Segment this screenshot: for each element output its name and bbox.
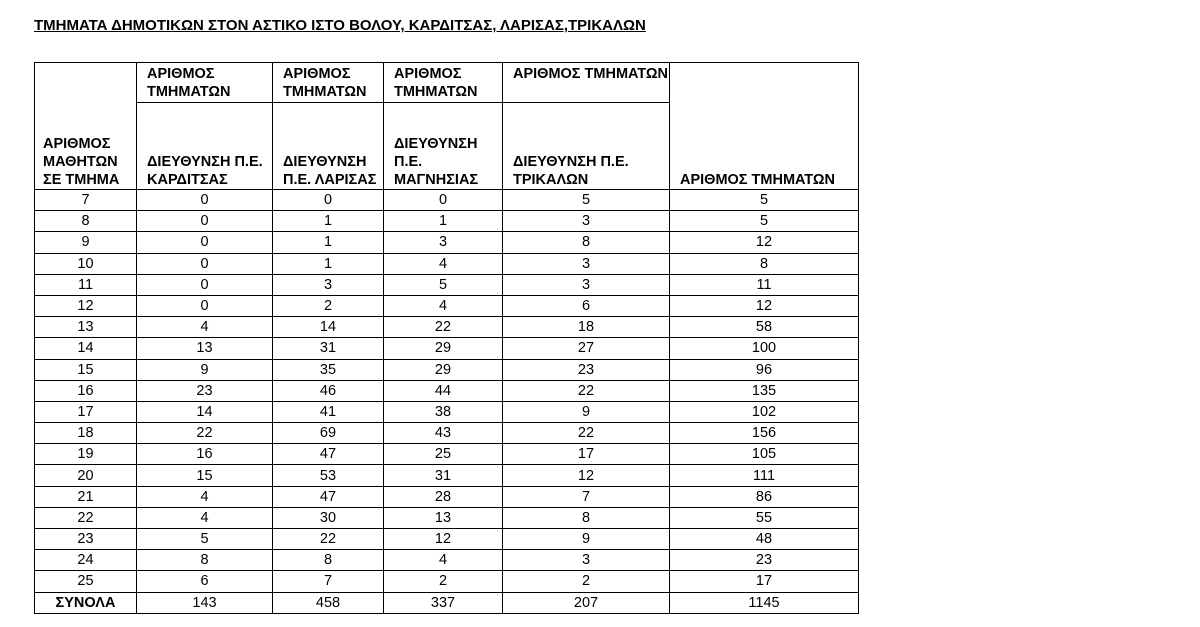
cell-magnisia: 1 [384,211,503,232]
cell-karditsa: 0 [137,295,273,316]
cell-total: 100 [670,338,859,359]
cell-trikala: 3 [503,211,670,232]
cell-total: 23 [670,550,859,571]
cell-karditsa: 9 [137,359,273,380]
cell-students: 22 [35,507,137,528]
cell-students: 17 [35,401,137,422]
cell-karditsa: 0 [137,232,273,253]
cell-students: 21 [35,486,137,507]
total-total: 1145 [670,592,859,613]
header-larisa: ΔΙΕΥΘΥΝΣΗ Π.Ε. ΛΑΡΙΣΑΣ [273,103,384,190]
cell-larisa: 53 [273,465,384,486]
cell-students: 15 [35,359,137,380]
cell-karditsa: 8 [137,550,273,571]
cell-karditsa: 0 [137,190,273,211]
table-row [35,317,859,338]
header-count-magnisia-top: ΑΡΙΘΜΟΣ ΤΜΗΜΑΤΩΝ [384,63,503,103]
cell-larisa: 3 [273,274,384,295]
cell-larisa: 0 [273,190,384,211]
totals-row [35,592,859,613]
cell-total: 102 [670,401,859,422]
cell-trikala: 18 [503,317,670,338]
cell-students: 18 [35,423,137,444]
header-count-trikala-top: ΑΡΙΘΜΟΣ ΤΜΗΜΑΤΩΝ [503,63,670,103]
cell-karditsa: 0 [137,274,273,295]
cell-total: 11 [670,274,859,295]
cell-trikala: 17 [503,444,670,465]
document-title: ΤΜΗΜΑΤΑ ΔΗΜΟΤΙΚΩΝ ΣΤΟΝ ΑΣΤΙΚΟ ΙΣΤΟ ΒΟΛΟΥ, ΚΑΡΔΙΤΣΑΣ, ΛΑΡΙΣΑΣ,ΤΡΙΚΑΛΩΝ [34,17,646,34]
cell-students: 7 [35,190,137,211]
cell-larisa: 1 [273,232,384,253]
cell-students: 19 [35,444,137,465]
cell-magnisia: 4 [384,295,503,316]
cell-total: 105 [670,444,859,465]
cell-magnisia: 38 [384,401,503,422]
table-row [35,380,859,401]
cell-students: 25 [35,571,137,592]
table-row [35,274,859,295]
cell-total: 135 [670,380,859,401]
cell-karditsa: 23 [137,380,273,401]
cell-karditsa: 22 [137,423,273,444]
cell-magnisia: 29 [384,338,503,359]
table-row [35,507,859,528]
cell-total: 111 [670,465,859,486]
cell-larisa: 2 [273,295,384,316]
cell-larisa: 1 [273,253,384,274]
cell-students: 24 [35,550,137,571]
total-magnisia: 337 [384,592,503,613]
cell-magnisia: 13 [384,507,503,528]
cell-students: 16 [35,380,137,401]
header-trikala: ΔΙΕΥΘΥΝΣΗ Π.Ε. ΤΡΙΚΑΛΩΝ [503,103,670,190]
cell-trikala: 9 [503,401,670,422]
cell-larisa: 14 [273,317,384,338]
cell-trikala: 3 [503,253,670,274]
cell-magnisia: 44 [384,380,503,401]
header-count-karditsa-top: ΑΡΙΘΜΟΣ ΤΜΗΜΑΤΩΝ [137,63,273,103]
cell-larisa: 69 [273,423,384,444]
cell-magnisia: 22 [384,317,503,338]
cell-trikala: 22 [503,423,670,444]
cell-total: 8 [670,253,859,274]
cell-magnisia: 2 [384,571,503,592]
cell-total: 86 [670,486,859,507]
table-row [35,571,859,592]
cell-total: 55 [670,507,859,528]
cell-students: 12 [35,295,137,316]
table-row [35,295,859,316]
cell-trikala: 22 [503,380,670,401]
table-row [35,190,859,211]
cell-trikala: 8 [503,507,670,528]
cell-students: 8 [35,211,137,232]
cell-magnisia: 29 [384,359,503,380]
cell-magnisia: 4 [384,253,503,274]
cell-trikala: 6 [503,295,670,316]
classes-table [34,62,859,614]
cell-magnisia: 5 [384,274,503,295]
cell-total: 5 [670,211,859,232]
cell-total: 17 [670,571,859,592]
cell-karditsa: 0 [137,253,273,274]
total-karditsa: 143 [137,592,273,613]
cell-karditsa: 5 [137,529,273,550]
table-row [35,465,859,486]
cell-trikala: 23 [503,359,670,380]
table-row [35,232,859,253]
cell-trikala: 5 [503,190,670,211]
cell-trikala: 7 [503,486,670,507]
total-trikala: 207 [503,592,670,613]
cell-karditsa: 0 [137,211,273,232]
cell-trikala: 8 [503,232,670,253]
cell-larisa: 46 [273,380,384,401]
cell-trikala: 27 [503,338,670,359]
cell-larisa: 35 [273,359,384,380]
cell-magnisia: 4 [384,550,503,571]
cell-larisa: 41 [273,401,384,422]
table-row [35,423,859,444]
cell-karditsa: 15 [137,465,273,486]
cell-total: 96 [670,359,859,380]
cell-magnisia: 0 [384,190,503,211]
cell-total: 12 [670,295,859,316]
cell-trikala: 9 [503,529,670,550]
cell-karditsa: 16 [137,444,273,465]
cell-magnisia: 31 [384,465,503,486]
cell-karditsa: 4 [137,317,273,338]
header-total-classes: ΑΡΙΘΜΟΣ ΤΜΗΜΑΤΩΝ [670,63,859,190]
cell-larisa: 22 [273,529,384,550]
cell-karditsa: 13 [137,338,273,359]
table-row [35,211,859,232]
header-count-larisa-top: ΑΡΙΘΜΟΣ ΤΜΗΜΑΤΩΝ [273,63,384,103]
table-row [35,444,859,465]
cell-larisa: 31 [273,338,384,359]
table-body [35,190,859,614]
cell-larisa: 47 [273,486,384,507]
cell-students: 10 [35,253,137,274]
cell-magnisia: 3 [384,232,503,253]
table-row [35,359,859,380]
cell-magnisia: 43 [384,423,503,444]
cell-magnisia: 28 [384,486,503,507]
cell-trikala: 2 [503,571,670,592]
header-karditsa: ΔΙΕΥΘΥΝΣΗ Π.Ε. ΚΑΡΔΙΤΣΑΣ [137,103,273,190]
cell-larisa: 8 [273,550,384,571]
cell-magnisia: 25 [384,444,503,465]
cell-total: 58 [670,317,859,338]
cell-students: 23 [35,529,137,550]
totals-label: ΣΥΝΟΛΑ [35,592,137,613]
table-row [35,486,859,507]
cell-students: 20 [35,465,137,486]
cell-trikala: 12 [503,465,670,486]
header-magnisia: ΔΙΕΥΘΥΝΣΗ Π.Ε. ΜΑΓΝΗΣΙΑΣ [384,103,503,190]
cell-students: 13 [35,317,137,338]
cell-karditsa: 14 [137,401,273,422]
cell-karditsa: 4 [137,486,273,507]
cell-trikala: 3 [503,550,670,571]
header-students-per-class: ΑΡΙΘΜΟΣ ΜΑΘΗΤΩΝ ΣΕ ΤΜΗΜΑ [35,63,137,190]
cell-total: 12 [670,232,859,253]
cell-total: 48 [670,529,859,550]
table-row [35,338,859,359]
cell-larisa: 7 [273,571,384,592]
cell-total: 5 [670,190,859,211]
cell-magnisia: 12 [384,529,503,550]
table-row [35,253,859,274]
cell-larisa: 1 [273,211,384,232]
cell-total: 156 [670,423,859,444]
cell-students: 11 [35,274,137,295]
cell-larisa: 47 [273,444,384,465]
cell-karditsa: 4 [137,507,273,528]
cell-karditsa: 6 [137,571,273,592]
cell-trikala: 3 [503,274,670,295]
table-row [35,550,859,571]
cell-students: 9 [35,232,137,253]
table-row [35,529,859,550]
cell-larisa: 30 [273,507,384,528]
table-row [35,401,859,422]
cell-students: 14 [35,338,137,359]
total-larisa: 458 [273,592,384,613]
